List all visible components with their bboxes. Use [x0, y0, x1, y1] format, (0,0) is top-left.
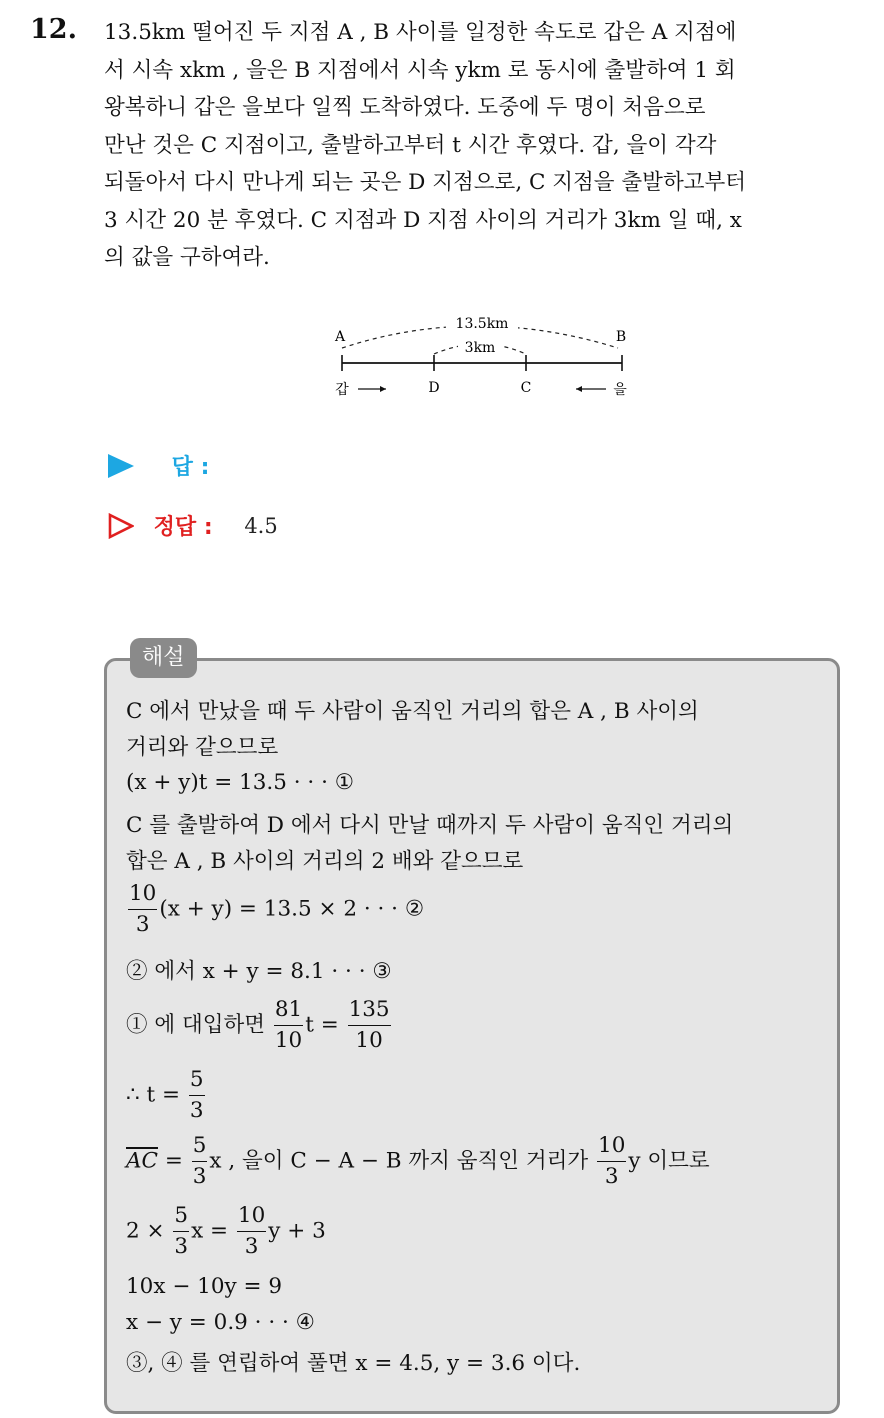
fraction	[128, 880, 157, 939]
numerator: 10	[597, 1132, 626, 1162]
explanation-line: x − y = 0.9 · · · ④	[126, 1310, 315, 1335]
explanation-line: 합은 A , B 사이의 거리의 2 배와 같으므로	[126, 849, 524, 874]
numerator: 5	[173, 1202, 189, 1232]
denominator: 3	[244, 1234, 259, 1259]
problem-line: 되돌아서 다시 만나게 되는 곳은 D 지점으로, C 지점을 출발하고부터	[104, 170, 747, 195]
label-distance-cd: 3km	[464, 340, 496, 356]
label-c: C	[520, 380, 532, 396]
explanation-tag: 해설	[130, 638, 197, 678]
denominator: 3	[189, 1098, 204, 1123]
label-a: A	[334, 329, 346, 345]
label-b: B	[615, 329, 627, 345]
explanation-line: 거리와 같으므로	[126, 735, 279, 760]
problem-line: 만난 것은 C 지점이고, 출발하고부터 t 시간 후였다. 갑, 을이 각각	[104, 132, 717, 158]
arrow-left-head	[576, 386, 582, 392]
denominator: 10	[355, 1028, 383, 1053]
equation-text: x , 을이 C − A − B 까지 움직인 거리가	[209, 1148, 589, 1174]
distance-diagram	[326, 312, 636, 404]
outline-triangle-icon	[108, 513, 134, 539]
denominator: 3	[174, 1234, 189, 1259]
equation-line	[126, 880, 424, 939]
correct-answer-label: 정답 :	[153, 515, 213, 540]
arrow-right-head	[380, 386, 386, 392]
fraction	[274, 996, 303, 1055]
denominator: 3	[192, 1164, 207, 1189]
equation-text: x =	[191, 1218, 229, 1244]
answer-label: 답 :	[171, 455, 210, 480]
label-d: D	[428, 380, 440, 396]
explanation-line: 10x − 10y = 9	[126, 1274, 283, 1299]
correct-answer-value: 4.5	[244, 513, 278, 538]
fraction	[173, 1202, 189, 1261]
denominator: 10	[274, 1028, 303, 1053]
equation-text: =	[157, 1148, 183, 1174]
equation-line	[126, 1066, 207, 1125]
equation-text: (x + y) = 13.5 × 2 · · · ②	[159, 896, 425, 922]
equation-text: y + 3	[268, 1218, 326, 1244]
problem-text	[104, 14, 864, 277]
numerator: 5	[189, 1066, 205, 1096]
fraction	[597, 1132, 626, 1191]
equation-line	[126, 1202, 326, 1261]
equation-line	[126, 1132, 710, 1191]
explanation-line: (x + y)t = 13.5 · · · ①	[126, 770, 355, 795]
numerator: 81	[274, 996, 303, 1026]
fraction	[189, 1066, 205, 1125]
equation-text: ∴ t =	[126, 1082, 181, 1108]
filled-triangle-icon	[108, 454, 134, 478]
fraction	[348, 996, 391, 1055]
equation-text: y 이므로	[628, 1148, 710, 1174]
numerator: 10	[128, 880, 157, 910]
equation-text: t =	[305, 1012, 339, 1038]
numerator: 5	[192, 1132, 208, 1162]
problem-line: 왕복하니 갑은 을보다 일찍 도착하였다. 도중에 두 명이 처음으로	[104, 95, 706, 120]
explanation-line: ③, ④ 를 연립하여 풀면 x = 4.5, y = 3.6 이다.	[126, 1351, 581, 1376]
label-walker-right: 을	[613, 382, 627, 398]
explanation-line: C 를 출발하여 D 에서 다시 만날 때까지 두 사람이 움직인 거리의	[126, 813, 734, 838]
problem-line: 13.5km 떨어진 두 지점 A , B 사이를 일정한 속도로 갑은 A 지점에	[104, 20, 737, 45]
answer-row	[108, 450, 209, 481]
numerator: 10	[237, 1202, 266, 1232]
equation-line	[126, 996, 393, 1055]
equation-text: ① 에 대입하면	[126, 1012, 266, 1038]
numerator: 135	[348, 996, 391, 1026]
equation-text: 2 ×	[126, 1218, 165, 1244]
label-distance-ab: 13.5km	[455, 316, 509, 332]
problem-line: 의 값을 구하여라.	[104, 245, 270, 270]
fraction	[192, 1132, 208, 1191]
segment-ac: $\overline{AC}$	[126, 1148, 158, 1174]
correct-answer-row	[108, 510, 278, 541]
denominator: 3	[135, 912, 150, 937]
explanation-line: C 에서 만났을 때 두 사람이 움직인 거리의 합은 A , B 사이의	[126, 699, 699, 724]
explanation-line: ② 에서 x + y = 8.1 · · · ③	[126, 959, 392, 984]
problem-line: 서 시속 xkm , 을은 B 지점에서 시속 ykm 로 동시에 출발하여 1 회	[104, 57, 736, 83]
problem-line: 3 시간 20 분 후였다. C 지점과 D 지점 사이의 거리가 3km 일 때, x	[104, 207, 742, 233]
denominator: 3	[604, 1164, 619, 1189]
fraction	[237, 1202, 266, 1261]
question-number: 12.	[30, 14, 77, 45]
label-walker-left: 갑	[335, 382, 349, 398]
